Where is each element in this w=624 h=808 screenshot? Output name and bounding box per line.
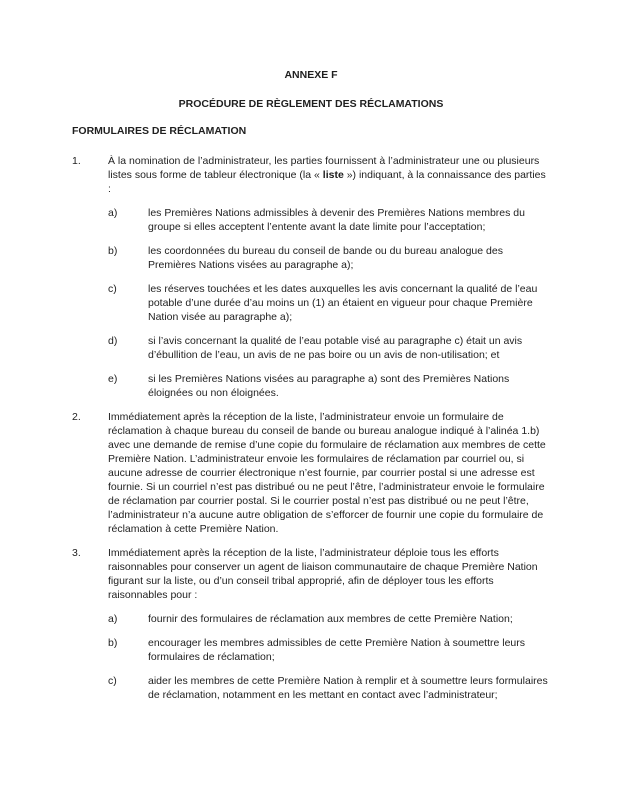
subitem-3c-label: c): [108, 675, 117, 687]
subitem-3c: [108, 674, 550, 702]
item-1-text-after: ») indiquant, à la connaissance des parties :: [108, 169, 546, 195]
subitem-1b-text: les coordonnées du bureau du conseil de bande ou du bureau analogue des Premières Nations visées au paragraphe a);: [148, 245, 503, 271]
subitem-3c-text: aider les membres de cette Première Nation à remplir et à soumettre leurs formulaires de réclamation, notamment en les mettant en contact avec l’administrateur;: [148, 675, 548, 701]
subitem-1b-label: b): [108, 245, 118, 257]
subitem-1d-text: si l’avis concernant la qualité de l’eau potable visé au paragraphe c) était un avis d’ébullition de l’eau, un avis de ne pas boire ou un avis de non-utilisation; et: [148, 335, 523, 361]
numbered-item-1: [72, 154, 550, 196]
subitem-1d-label: d): [108, 335, 118, 347]
subitem-3b-label: b): [108, 637, 118, 649]
item-1-number: 1.: [72, 155, 81, 167]
subitem-1c: [108, 282, 550, 324]
subitem-1b: [108, 244, 550, 272]
item-2-number: 2.: [72, 411, 81, 423]
subitem-1e: [108, 372, 550, 400]
subitem-1c-label: c): [108, 283, 117, 295]
item-1-text: [108, 154, 550, 196]
subitem-3b-text: encourager les membres admissibles de cette Première Nation à soumettre leurs formulaires de réclamation;: [148, 637, 526, 663]
annex-title: ANNEXE F: [284, 69, 338, 81]
defined-term-liste: liste: [322, 169, 344, 181]
subitem-3a-text: fournir des formulaires de réclamation aux membres de cette Première Nation;: [148, 613, 513, 625]
item-3-number: 3.: [72, 547, 81, 559]
section-heading: FORMULAIRES DE RÉCLAMATION: [72, 125, 247, 137]
subitem-1e-label: e): [108, 373, 118, 385]
numbered-item-3: [72, 546, 550, 602]
item-1-text-before: À la nomination de l’administrateur, les parties fournissent à l’administrateur une ou plusieurs listes sous forme de tableur électronique (la «: [108, 155, 540, 181]
subitem-1a: [108, 206, 550, 234]
subitem-3b: [108, 636, 550, 664]
subitem-3a-label: a): [108, 613, 118, 625]
item-2-text: Immédiatement après la réception de la liste, l’administrateur envoie un formulaire de réclamation à chaque bureau du conseil de bande ou bureau analogue indiqué à l’alinéa 1.b) avec une demande de remise d’une copie du formulaire de réclamation aux membres de cette Première Nation. L’administrateur envoie les formulaires de réclamation par courriel ou, si aucune adresse de courrier électronique n’est fournie, par courrier postal si une adresse est fournie. Si un courriel n’est pas distribué ou ne peut l’être, l’administrateur envoie le formulaire de réclamation par courrier postal. Si le courrier postal n’est pas distribué ou ne peut l’être, l’administrateur n’a aucune autre obligation de s’efforcer de fournir une copie du formulaire de réclamation à cette Première Nation.: [108, 411, 546, 535]
document-title: PROCÉDURE DE RÈGLEMENT DES RÉCLAMATIONS: [178, 98, 444, 110]
item-3-text: Immédiatement après la réception de la liste, l’administrateur déploie tous les efforts raisonnables pour conserver un agent de liaison communautaire de chaque Première Nation figurant sur la liste, ou d’un conseil tribal approprié, afin de déployer tous les efforts raisonnables pour :: [108, 547, 538, 601]
subitem-3a: [108, 612, 550, 626]
numbered-item-2: [72, 410, 550, 536]
subitem-1d: [108, 334, 550, 362]
subitem-1c-text: les réserves touchées et les dates auxquelles les avis concernant la qualité de l’eau potable d’une durée d’au moins un (1) an étaient en vigueur pour chaque Première Nation visée au paragraphe a);: [148, 283, 538, 323]
subitem-1e-text: si les Premières Nations visées au paragraphe a) sont des Premières Nations éloignées ou non éloignées.: [148, 373, 510, 399]
subitem-1a-label: a): [108, 207, 118, 219]
subitem-1a-text: les Premières Nations admissibles à devenir des Premières Nations membres du groupe si elles acceptent l’entente avant la date limite pour l’acceptation;: [148, 207, 525, 233]
